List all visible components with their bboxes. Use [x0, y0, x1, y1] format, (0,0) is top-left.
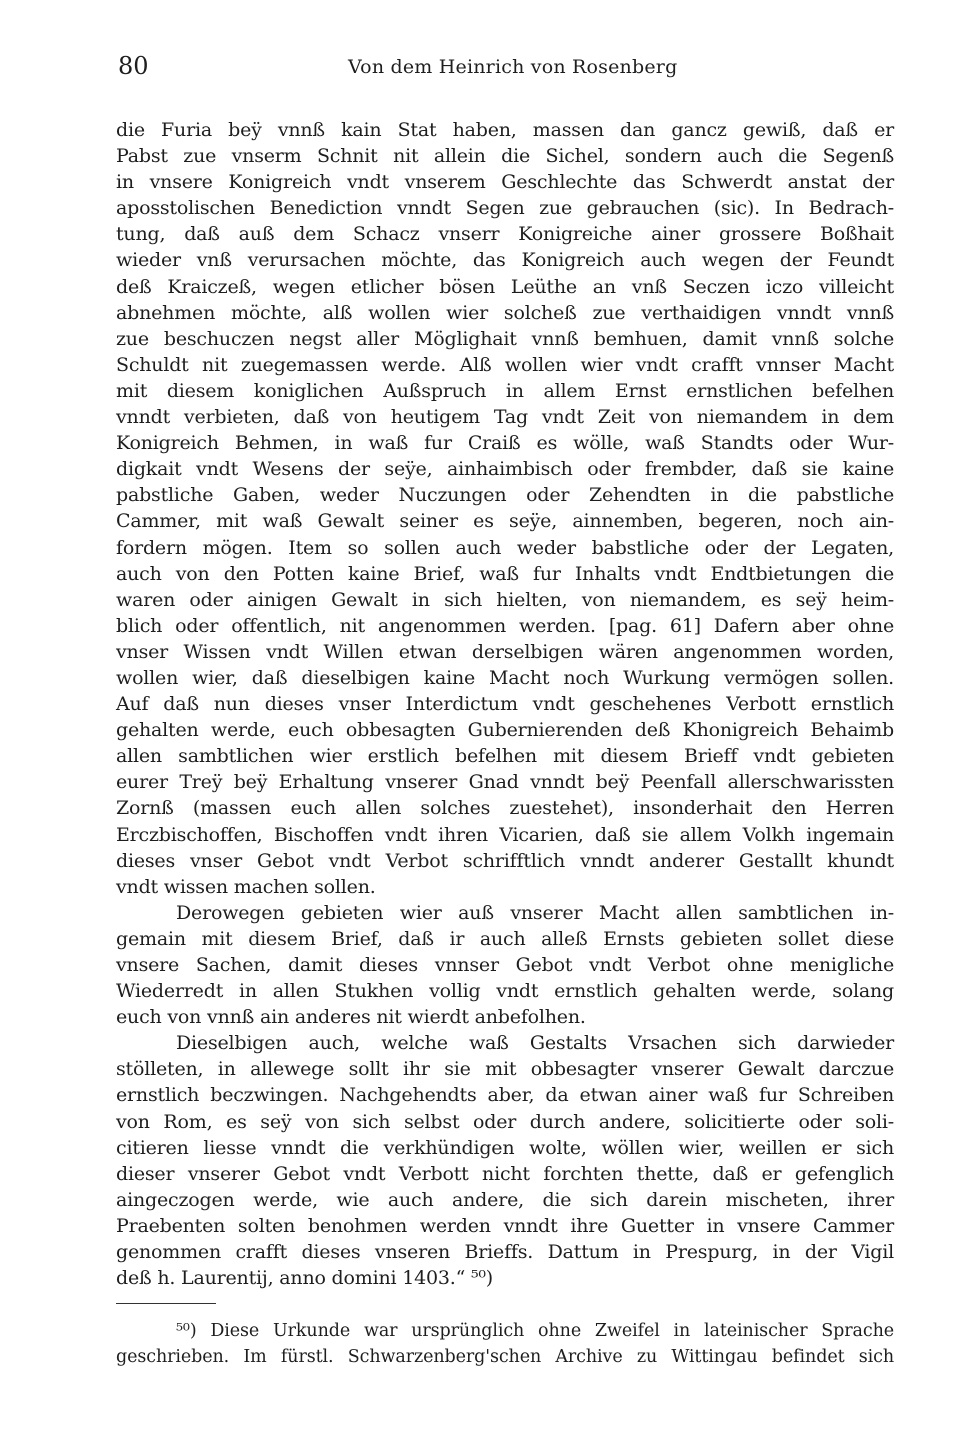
text-line: aposstolischen Benediction vnndt Segen zue gebrauchen (sic). In Bedrach-	[116, 197, 894, 220]
text-line: eurer Treÿ beÿ Erhaltung vnserer Gnad vnndt beÿ Peenfall allerschwarissten	[116, 771, 894, 794]
text-line: gemain mit diesem Brief, daß ir auch alleß Ernsts gebieten sollet diese	[116, 927, 894, 950]
text-line: zue beschuczen negst aller Möglighait vnnß bemhuen, damit vnnß solche	[116, 327, 894, 350]
text-line: Derowegen gebieten wier auß vnserer Macht allen sambtlichen in-	[176, 901, 894, 924]
text-line: stölleten, in allewege sollt ihr sie mit obbesagter vnserer Gewalt darczue	[116, 1058, 894, 1081]
text-line: genommen crafft dieses vnseren Brieffs. Dattum in Prespurg, in der Vigil	[116, 1241, 894, 1264]
text-line: pabstliche Gaben, weder Nuczungen oder Zehendten in die pabstliche	[116, 484, 894, 507]
text-line: fordern mögen. Item so sollen auch weder babstliche oder der Legaten,	[116, 536, 894, 559]
text-line: abnehmen möchte, alß wollen wier solcheß zue verthaidigen vnndt vnnß	[116, 301, 894, 324]
text-line: Auf daß nun dieses vnser Interdictum vndt geschehenes Verbott ernstlich	[116, 693, 894, 716]
text-line: von Rom, es seÿ von sich selbst oder durch andere, solicitierte oder soli-	[116, 1110, 894, 1133]
text-line: auch von den Potten kaine Brief, waß fur Inhalts vndt Endtbietungen die	[116, 562, 894, 585]
text-line: gehalten werde, euch obbesagten Gubernierenden deß Khonigreich Behaimb	[116, 719, 894, 742]
text-line: wieder vnß verursachen möchte, das Konigreich auch wegen der Feundt	[116, 249, 894, 272]
text-line: deß Kraiczeß, wegen etlicher bösen Leüthe an vnß Seczen iczo villeicht	[116, 275, 894, 298]
text-line: vnser Wissen vndt Willen etwan derselbigen wären angenommen worden,	[116, 640, 894, 663]
footnote-rule	[116, 1303, 216, 1304]
body-text	[116, 117, 894, 1291]
text-line: Konigreich Behmen, in waß fur Craiß es wölle, waß Standts oder Wur-	[116, 432, 894, 455]
text-line: blich oder offentlich, nit angenommen werden. [pag. 61] Dafern aber ohne	[116, 614, 894, 637]
text-line: Wiederredt in allen Stukhen vollig vndt ernstlich gehalten werde, solang	[116, 980, 894, 1003]
text-line: Cammer, mit waß Gewalt seiner es seÿe, ainnemben, begeren, noch ain-	[116, 510, 894, 533]
text-line: dieser vnserer Gebot vndt Verbott nicht forchten thette, daß er gefenglich	[116, 1162, 894, 1185]
text-line: dieses vnser Gebot vndt Verbot schrifftlich vnndt anderer Gestallt khundt	[116, 849, 894, 872]
text-line: deß h. Laurentij, anno domini 1403.“ ⁵⁰)	[116, 1267, 494, 1290]
text-line: mit diesem koniglichen Außspruch in allem Ernst ernstlichen befelhen	[116, 379, 894, 402]
text-line: citieren liesse vnndt die verkhündigen wolte, wöllen wier, weillen er sich	[116, 1136, 894, 1159]
text-line: Schuldt nit zuegemassen werde. Alß wollen wier vndt crafft vnnser Macht	[116, 353, 894, 376]
footnote-line: geschrieben. Im fürstl. Schwarzenberg'schen Archive zu Wittingau befindet sich	[116, 1347, 894, 1367]
text-line: allen sambtlichen wier erstlich befelhen mit diesem Brieff vndt gebieten	[116, 745, 894, 768]
text-line: euch von vnnß ain anderes nit wierdt anbefolhen.	[116, 1006, 586, 1029]
text-line: in vnsere Konigreich vndt vnserem Geschlechte das Schwerdt anstat der	[116, 171, 894, 194]
text-line: aingeczogen werde, wie auch andere, die sich darein mischeten, ihrer	[116, 1188, 894, 1211]
text-line: Pabst zue vnserm Schnit nit allein die Sichel, sondern auch die Segenß	[116, 145, 894, 168]
text-line: vnsere Sachen, damit dieses vnnser Gebot vndt Verbot ohne menigliche	[116, 954, 894, 976]
text-line: die Furia beÿ vnnß kain Stat haben, massen dan gancz gewiß, daß er	[116, 119, 894, 141]
text-line: wollen wier, daß dieselbigen kaine Macht noch Wurkung vermögen sollen.	[116, 666, 894, 689]
text-line: Zornß (massen euch allen solches zuestehet), insonderhait den Herren	[116, 797, 894, 820]
running-head: Von dem Heinrich von Rosenberg	[348, 56, 678, 78]
text-line: vndt wissen machen sollen.	[116, 875, 376, 898]
text-line: Dieselbigen auch, welche waß Gestalts Vrsachen sich darwieder	[176, 1032, 894, 1055]
footnote-line: ⁵⁰) Diese Urkunde war ursprünglich ohne Zweifel in lateinischer Sprache	[176, 1321, 894, 1341]
text-line: digkait vndt Wesens der seÿe, ainhaimbisch oder frembder, daß sie kaine	[116, 458, 894, 481]
text-line: Praebenten solten benohmen werden vnndt ihre Guetter in vnsere Cammer	[116, 1214, 894, 1237]
page-header	[118, 52, 870, 86]
text-line: ernstlich beczwingen. Nachgehendts aber, da etwan ainer waß fur Schreiben	[116, 1084, 894, 1107]
footnote	[116, 1318, 894, 1370]
page-number: 80	[118, 52, 149, 80]
text-line: tung, daß auß dem Schacz vnserr Konigreiche ainer grossere Boßhait	[116, 223, 894, 246]
text-line: vnndt verbieten, daß von heutigem Tag vndt Zeit von niemandem in dem	[116, 406, 894, 429]
text-line: waren oder ainigen Gewalt in sich hielten, von niemandem, es seÿ heim-	[116, 588, 894, 611]
text-line: Erczbischoffen, Bischoffen vndt ihren Vicarien, daß sie allem Volkh ingemain	[116, 823, 894, 846]
